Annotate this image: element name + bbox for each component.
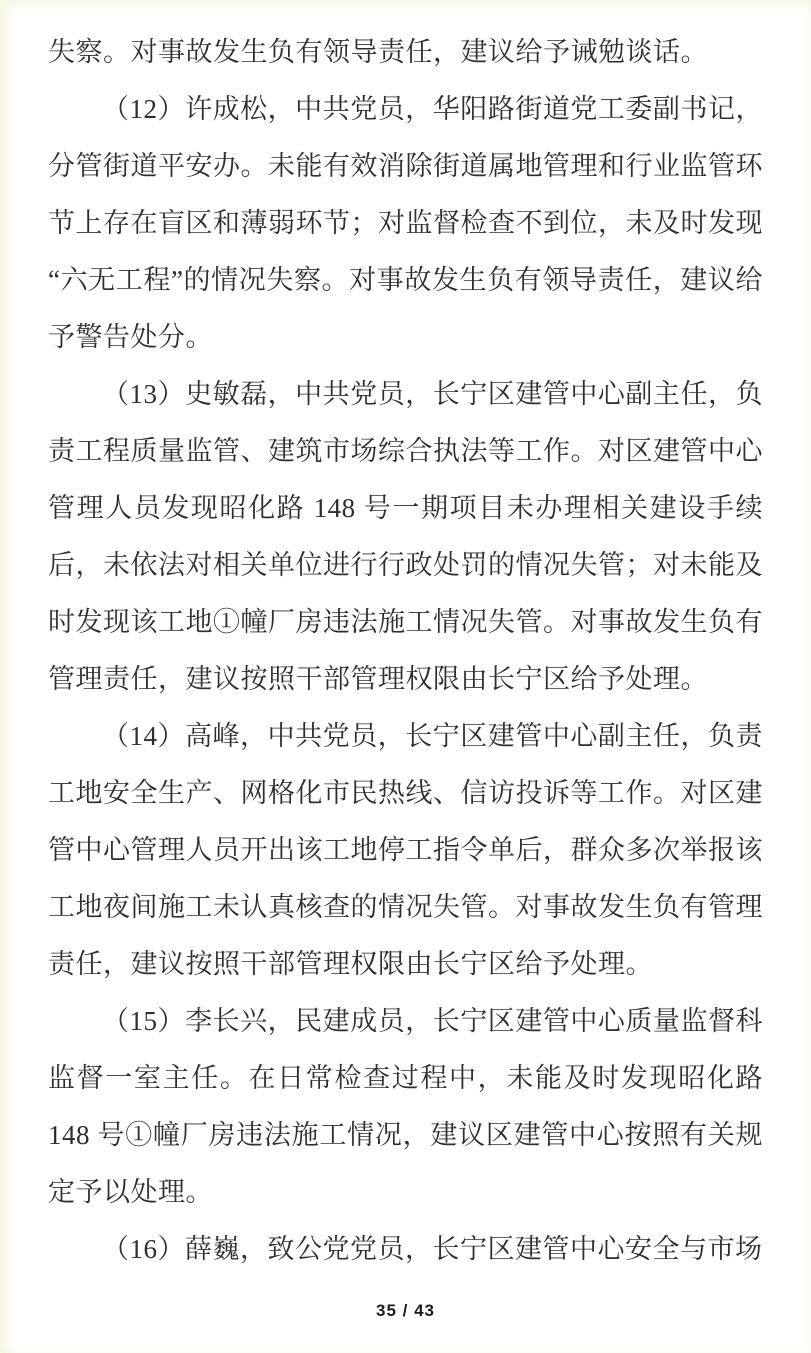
paragraph-item-15: （15）李长兴，民建成员，长宁区建管中心质量监督科监督一室主任。在日常检查过程中，未能及时发现昭化路 148 号①幢厂房违法施工情况，建议区建管中心按照有关规定予以处理。 — [48, 1006, 763, 1207]
paragraph-item-14: （14）高峰，中共党员，长宁区建管中心副主任，负责工地安全生产、网格化市民热线、信访投诉等工作。对区建管中心管理人员开出该工地停工指令单后，群众多次举报该工地夜间施工未认真核查的情况失管。对事故发生负有管理责任，建议按照干部管理权限由长宁区给予处理。 — [48, 721, 763, 979]
document-body — [48, 24, 763, 1278]
paragraph-item-16: （16）薛巍，致公党党员，长宁区建管中心安全与市场 — [102, 1234, 763, 1264]
page-number: 35 / 43 — [376, 1301, 435, 1320]
paragraph-item-13: （13）史敏磊，中共党员，长宁区建管中心副主任，负责工程质量监管、建筑市场综合执法等工作。对区建管中心管理人员发现昭化路 148 号一期项目未办理相关建设手续后，未依法对相关单位进行行政处罚的情况失管；对未能及时发现该工地①幢厂房违法施工情况失管。对事故发生负有管理责任，建议按照干部管理权限由长宁区给予处理。 — [48, 379, 763, 694]
paragraph-item-12: （12）许成松，中共党员，华阳路街道党工委副书记，分管街道平安办。未能有效消除街道属地管理和行业监管环节上存在盲区和薄弱环节；对监督检查不到位，未及时发现“六无工程”的情况失察。对事故发生负有领导责任，建议给予警告处分。 — [48, 94, 763, 352]
page-footer — [0, 1301, 811, 1321]
paragraph-continuation: 失察。对事故发生负有领导责任，建议给予诫勉谈话。 — [48, 37, 708, 67]
